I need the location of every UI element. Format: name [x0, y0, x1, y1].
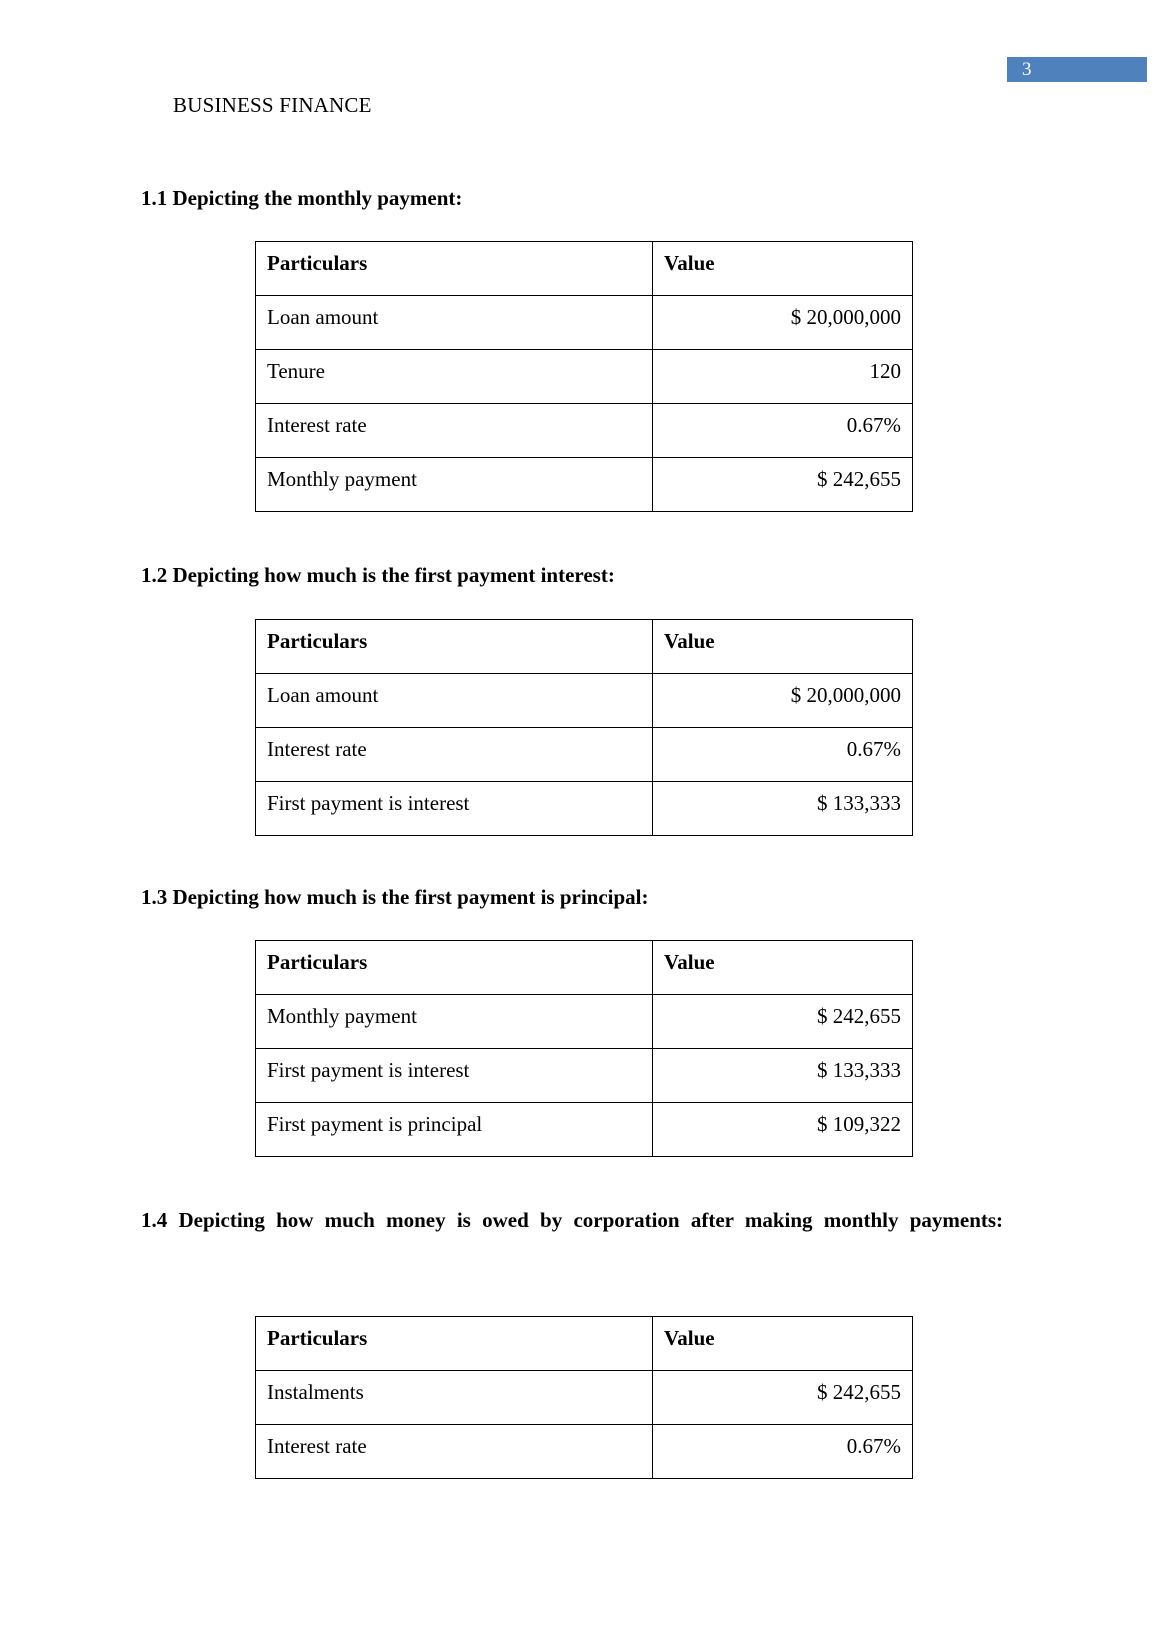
row-label: Instalments: [256, 1371, 653, 1425]
table-header-row: [256, 1317, 913, 1371]
table-amount-owed: [255, 1316, 913, 1479]
table-row: [256, 728, 913, 782]
table-row: [256, 1425, 913, 1479]
row-label: Tenure: [256, 350, 653, 404]
section-heading-1-3: 1.3 Depicting how much is the first payment is principal:: [141, 885, 649, 909]
section-heading-1-4: 1.4 Depicting how much money is owed by corporation after making monthly payments:: [141, 1208, 1004, 1232]
column-header-value: Value: [653, 941, 913, 995]
table-row: [256, 782, 913, 836]
row-value: $ 133,333: [653, 782, 913, 836]
row-label: Interest rate: [256, 728, 653, 782]
table-row: [256, 1049, 913, 1103]
row-value: $ 133,333: [653, 1049, 913, 1103]
row-value: 0.67%: [653, 1425, 913, 1479]
section-heading-1-1: 1.1 Depicting the monthly payment:: [141, 186, 463, 210]
column-header-particulars: Particulars: [256, 1317, 653, 1371]
row-label: First payment is interest: [256, 782, 653, 836]
table-monthly-payment: [255, 241, 913, 512]
row-value: $ 242,655: [653, 995, 913, 1049]
row-label: Loan amount: [256, 674, 653, 728]
row-label: First payment is principal: [256, 1103, 653, 1157]
page-number: 3: [1007, 57, 1147, 82]
table-header-row: [256, 620, 913, 674]
row-value: $ 242,655: [653, 458, 913, 512]
row-label: First payment is interest: [256, 1049, 653, 1103]
column-header-particulars: Particulars: [256, 941, 653, 995]
column-header-particulars: Particulars: [256, 242, 653, 296]
row-value: $ 20,000,000: [653, 296, 913, 350]
row-value: $ 242,655: [653, 1371, 913, 1425]
row-value: $ 20,000,000: [653, 674, 913, 728]
row-value: 0.67%: [653, 404, 913, 458]
table-row: [256, 458, 913, 512]
column-header-value: Value: [653, 242, 913, 296]
row-value: 120: [653, 350, 913, 404]
running-header: BUSINESS FINANCE: [173, 93, 372, 117]
column-header-particulars: Particulars: [256, 620, 653, 674]
column-header-value: Value: [653, 620, 913, 674]
row-label: Monthly payment: [256, 995, 653, 1049]
table-row: [256, 1103, 913, 1157]
row-value: 0.67%: [653, 728, 913, 782]
table-row: [256, 1371, 913, 1425]
table-row: [256, 995, 913, 1049]
table-header-row: [256, 242, 913, 296]
table-row: [256, 404, 913, 458]
row-label: Interest rate: [256, 1425, 653, 1479]
table-row: [256, 296, 913, 350]
column-header-value: Value: [653, 1317, 913, 1371]
table-row: [256, 350, 913, 404]
table-header-row: [256, 941, 913, 995]
row-label: Loan amount: [256, 296, 653, 350]
row-value: $ 109,322: [653, 1103, 913, 1157]
row-label: Monthly payment: [256, 458, 653, 512]
section-heading-1-2: 1.2 Depicting how much is the first payment interest:: [141, 563, 615, 587]
row-label: Interest rate: [256, 404, 653, 458]
table-first-payment-interest: [255, 619, 913, 836]
table-row: [256, 674, 913, 728]
table-first-payment-principal: [255, 940, 913, 1157]
